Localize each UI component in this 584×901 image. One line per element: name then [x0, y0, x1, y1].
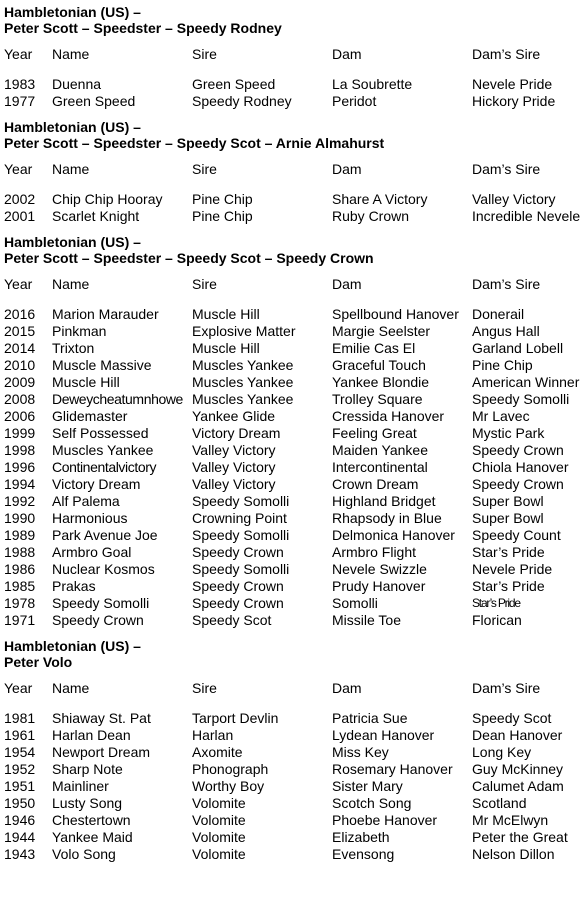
table-row	[4, 510, 584, 527]
cell-name: Muscle Hill	[52, 374, 120, 390]
cell-name: Armbro Goal	[52, 544, 132, 560]
cell-dam: Yankee Blondie	[332, 374, 430, 390]
cell-year: 2002	[4, 191, 36, 207]
table-row	[4, 761, 584, 778]
cell-sire: Tarport Devlin	[192, 710, 279, 726]
cell-dam: Emilie Cas El	[332, 340, 416, 356]
cell-sire: Valley Victory	[192, 442, 276, 458]
table-row	[4, 442, 584, 459]
cell-dams-sire: Nevele Pride	[472, 561, 553, 577]
cell-year: 2015	[4, 323, 36, 339]
cell-name: Continentalvictory	[52, 459, 157, 475]
cell-sire: Pine Chip	[192, 208, 253, 224]
column-header-dams-sire: Dam’s Sire	[472, 161, 541, 177]
cell-year: 2001	[4, 208, 36, 224]
cell-year: 1981	[4, 710, 36, 726]
cell-sire: Muscles Yankee	[192, 357, 294, 373]
cell-dam: Scotch Song	[332, 795, 412, 811]
cell-name: Nuclear Kosmos	[52, 561, 155, 577]
cell-sire: Speedy Somolli	[192, 493, 290, 509]
cell-name: Muscles Yankee	[52, 442, 154, 458]
column-header-name: Name	[52, 161, 90, 177]
table-row	[4, 595, 584, 612]
cell-dams-sire: Nelson Dillon	[472, 846, 555, 862]
cell-sire: Speedy Somolli	[192, 527, 290, 543]
cell-dams-sire: Speedy Scot	[472, 710, 552, 726]
cell-name: Park Avenue Joe	[52, 527, 158, 543]
cell-dam: Elizabeth	[332, 829, 390, 845]
table-row	[4, 425, 584, 442]
section-title-line1: Hambletonian (US) –	[4, 234, 141, 250]
table-header-row	[4, 680, 584, 697]
table-row	[4, 561, 584, 578]
cell-sire: Green Speed	[192, 76, 276, 92]
cell-name: Pinkman	[52, 323, 107, 339]
cell-dams-sire: Mr McElwyn	[472, 812, 549, 828]
cell-dam: Sister Mary	[332, 778, 403, 794]
column-header-year: Year	[4, 276, 33, 292]
table-row	[4, 778, 584, 795]
column-header-sire: Sire	[192, 276, 217, 292]
column-header-year: Year	[4, 161, 33, 177]
table-row	[4, 795, 584, 812]
cell-sire: Speedy Crown	[192, 544, 284, 560]
cell-dams-sire: Hickory Pride	[472, 93, 556, 109]
cell-name: Alf Palema	[52, 493, 120, 509]
cell-dams-sire: Pine Chip	[472, 357, 533, 373]
cell-dam: Feeling Great	[332, 425, 417, 441]
cell-name: Scarlet Knight	[52, 208, 140, 224]
cell-year: 2008	[4, 391, 36, 407]
table-row	[4, 829, 584, 846]
table-row	[4, 357, 584, 374]
cell-dam: Maiden Yankee	[332, 442, 428, 458]
cell-dams-sire: Valley Victory	[472, 191, 556, 207]
table-row	[4, 76, 584, 93]
cell-sire: Valley Victory	[192, 459, 276, 475]
cell-dams-sire: Peter the Great	[472, 829, 568, 845]
cell-sire: Axomite	[192, 744, 243, 760]
cell-dams-sire: Speedy Crown	[472, 442, 564, 458]
cell-sire: Speedy Rodney	[192, 93, 292, 109]
cell-name: Green Speed	[52, 93, 136, 109]
cell-sire: Volomite	[192, 795, 246, 811]
table-row	[4, 459, 584, 476]
table-row	[4, 812, 584, 829]
cell-dams-sire: Nevele Pride	[472, 76, 553, 92]
table-row	[4, 744, 584, 761]
section-title-line1: Hambletonian (US) –	[4, 638, 141, 654]
cell-year: 1996	[4, 459, 36, 475]
cell-dams-sire: Speedy Count	[472, 527, 561, 543]
table-row	[4, 323, 584, 340]
table-row	[4, 544, 584, 561]
cell-year: 2014	[4, 340, 36, 356]
cell-dam: La Soubrette	[332, 76, 413, 92]
cell-sire: Victory Dream	[192, 425, 281, 441]
cell-sire: Muscle Hill	[192, 340, 260, 356]
section	[4, 119, 584, 225]
cell-year: 1952	[4, 761, 36, 777]
table-header-row	[4, 161, 584, 178]
sections-container	[4, 4, 584, 863]
cell-year: 1961	[4, 727, 36, 743]
column-header-name: Name	[52, 46, 90, 62]
cell-dam: Cressida Hanover	[332, 408, 445, 424]
cell-year: 2009	[4, 374, 36, 390]
cell-dam: Spellbound Hanover	[332, 306, 459, 322]
cell-year: 1988	[4, 544, 36, 560]
cell-year: 1971	[4, 612, 36, 628]
cell-dam: Delmonica Hanover	[332, 527, 455, 543]
cell-name: Speedy Crown	[52, 612, 144, 628]
table-row	[4, 408, 584, 425]
cell-year: 2006	[4, 408, 36, 424]
cell-dams-sire: Calumet Adam	[472, 778, 564, 794]
cell-dams-sire: Mr Lavec	[472, 408, 530, 424]
cell-dams-sire: Mystic Park	[472, 425, 545, 441]
cell-name: Mainliner	[52, 778, 109, 794]
cell-dam: Margie Seelster	[332, 323, 431, 339]
table-row	[4, 493, 584, 510]
table-row	[4, 727, 584, 744]
cell-dam: Phoebe Hanover	[332, 812, 438, 828]
cell-name: Speedy Somolli	[52, 595, 150, 611]
cell-dams-sire: Super Bowl	[472, 493, 544, 509]
section	[4, 4, 584, 110]
column-header-dams-sire: Dam’s Sire	[472, 276, 541, 292]
cell-year: 1946	[4, 812, 36, 828]
cell-year: 2010	[4, 357, 36, 373]
cell-sire: Phonograph	[192, 761, 269, 777]
cell-dam: Rhapsody in Blue	[332, 510, 442, 526]
column-header-year: Year	[4, 46, 33, 62]
cell-year: 2016	[4, 306, 36, 322]
cell-dam: Nevele Swizzle	[332, 561, 427, 577]
cell-year: 1977	[4, 93, 36, 109]
table-header-row	[4, 276, 584, 293]
cell-dams-sire: Florican	[472, 612, 522, 628]
table-row	[4, 374, 584, 391]
cell-sire: Muscles Yankee	[192, 391, 294, 407]
cell-dams-sire: Star’s Pride	[472, 544, 545, 560]
cell-dams-sire: Speedy Somolli	[472, 391, 570, 407]
cell-sire: Explosive Matter	[192, 323, 296, 339]
cell-year: 1983	[4, 76, 36, 92]
cell-dam: Share A Victory	[332, 191, 428, 207]
table-row	[4, 476, 584, 493]
cell-sire: Crowning Point	[192, 510, 287, 526]
table-row	[4, 578, 584, 595]
cell-dam: Ruby Crown	[332, 208, 410, 224]
cell-sire: Valley Victory	[192, 476, 276, 492]
cell-dam: Trolley Square	[332, 391, 423, 407]
cell-dams-sire: Speedy Crown	[472, 476, 564, 492]
column-header-sire: Sire	[192, 46, 217, 62]
cell-sire: Volomite	[192, 812, 246, 828]
cell-dam: Armbro Flight	[332, 544, 417, 560]
cell-name: Prakas	[52, 578, 96, 594]
cell-sire: Volomite	[192, 846, 246, 862]
cell-sire: Pine Chip	[192, 191, 253, 207]
cell-year: 1954	[4, 744, 36, 760]
cell-name: Chestertown	[52, 812, 131, 828]
cell-name: Volo Song	[52, 846, 116, 862]
cell-name: Duenna	[52, 76, 102, 92]
cell-year: 1943	[4, 846, 36, 862]
column-header-dam: Dam	[332, 161, 362, 177]
cell-sire: Harlan	[192, 727, 234, 743]
column-header-name: Name	[52, 276, 90, 292]
cell-year: 1944	[4, 829, 36, 845]
section-title-line2: Peter Scott – Speedster – Speedy Scot – Speedy Crown	[4, 250, 374, 266]
table-row	[4, 391, 584, 408]
cell-dam: Highland Bridget	[332, 493, 436, 509]
table-row	[4, 191, 584, 208]
cell-dams-sire: Garland Lobell	[472, 340, 564, 356]
cell-name: Chip Chip Hooray	[52, 191, 163, 207]
cell-dams-sire: Angus Hall	[472, 323, 540, 339]
table-row	[4, 846, 584, 863]
cell-dam: Missile Toe	[332, 612, 401, 628]
cell-dam: Miss Key	[332, 744, 389, 760]
cell-year: 1986	[4, 561, 36, 577]
cell-sire: Muscles Yankee	[192, 374, 294, 390]
cell-year: 1999	[4, 425, 36, 441]
cell-name: Muscle Massive	[52, 357, 152, 373]
cell-name: Victory Dream	[52, 476, 141, 492]
cell-name: Trixton	[52, 340, 95, 356]
section-title-line2: Peter Volo	[4, 654, 73, 670]
table-row	[4, 612, 584, 629]
cell-sire: Muscle Hill	[192, 306, 260, 322]
cell-sire: Speedy Crown	[192, 595, 284, 611]
table-row	[4, 93, 584, 110]
cell-name: Harmonious	[52, 510, 128, 526]
cell-dams-sire: Long Key	[472, 744, 532, 760]
cell-dams-sire: Dean Hanover	[472, 727, 563, 743]
cell-name: Yankee Maid	[52, 829, 133, 845]
cell-year: 1998	[4, 442, 36, 458]
cell-dam: Evensong	[332, 846, 395, 862]
cell-sire: Yankee Glide	[192, 408, 276, 424]
cell-dam: Graceful Touch	[332, 357, 426, 373]
cell-dam: Patricia Sue	[332, 710, 408, 726]
cell-name: Sharp Note	[52, 761, 123, 777]
section-title-line1: Hambletonian (US) –	[4, 119, 141, 135]
cell-name: Shiaway St. Pat	[52, 710, 151, 726]
cell-sire: Worthy Boy	[192, 778, 265, 794]
cell-dam: Rosemary Hanover	[332, 761, 453, 777]
column-header-dam: Dam	[332, 46, 362, 62]
cell-dam: Somolli	[332, 595, 378, 611]
cell-name: Glidemaster	[52, 408, 128, 424]
cell-year: 1992	[4, 493, 36, 509]
section-title-line1: Hambletonian (US) –	[4, 4, 141, 20]
section-title-line2: Peter Scott – Speedster – Speedy Scot – Arnie Almahurst	[4, 135, 385, 151]
cell-name: Newport Dream	[52, 744, 151, 760]
cell-sire: Speedy Scot	[192, 612, 272, 628]
section	[4, 638, 584, 863]
column-header-dams-sire: Dam’s Sire	[472, 680, 541, 696]
cell-year: 1978	[4, 595, 36, 611]
cell-name: Self Possessed	[52, 425, 149, 441]
table-row	[4, 340, 584, 357]
cell-dams-sire: Scotland	[472, 795, 527, 811]
cell-dams-sire: Incredible Nevele	[472, 208, 581, 224]
cell-dams-sire: American Winner	[472, 374, 580, 390]
cell-name: Deweycheatumnhowe	[52, 391, 183, 407]
cell-dam: Crown Dream	[332, 476, 419, 492]
table-row	[4, 208, 584, 225]
column-header-sire: Sire	[192, 680, 217, 696]
column-header-year: Year	[4, 680, 33, 696]
cell-sire: Speedy Somolli	[192, 561, 290, 577]
table-header-row	[4, 46, 584, 63]
cell-name: Harlan Dean	[52, 727, 131, 743]
column-header-dams-sire: Dam’s Sire	[472, 46, 541, 62]
cell-year: 1990	[4, 510, 36, 526]
cell-dams-sire: Star’s Pride	[472, 578, 545, 594]
cell-year: 1994	[4, 476, 36, 492]
cell-sire: Volomite	[192, 829, 246, 845]
cell-dams-sire: Donerail	[472, 306, 525, 322]
cell-dam: Peridot	[332, 93, 377, 109]
table-row	[4, 527, 584, 544]
column-header-sire: Sire	[192, 161, 217, 177]
column-header-dam: Dam	[332, 680, 362, 696]
cell-dam: Lydean Hanover	[332, 727, 435, 743]
cell-dam: Intercontinental	[332, 459, 428, 475]
cell-name: Marion Marauder	[52, 306, 159, 322]
cell-sire: Speedy Crown	[192, 578, 284, 594]
cell-year: 1985	[4, 578, 36, 594]
cell-dams-sire: Guy McKinney	[472, 761, 564, 777]
cell-year: 1950	[4, 795, 36, 811]
cell-name: Lusty Song	[52, 795, 123, 811]
cell-dams-sire: Chiola Hanover	[472, 459, 569, 475]
table-row	[4, 710, 584, 727]
section	[4, 234, 584, 629]
section-title-line2: Peter Scott – Speedster – Speedy Rodney	[4, 20, 282, 36]
column-header-dam: Dam	[332, 276, 362, 292]
cell-dam: Prudy Hanover	[332, 578, 426, 594]
cell-year: 1989	[4, 527, 36, 543]
cell-year: 1951	[4, 778, 36, 794]
column-header-name: Name	[52, 680, 90, 696]
cell-dams-sire: Star’s Pride	[472, 596, 520, 610]
table-row	[4, 306, 584, 323]
cell-dams-sire: Super Bowl	[472, 510, 544, 526]
